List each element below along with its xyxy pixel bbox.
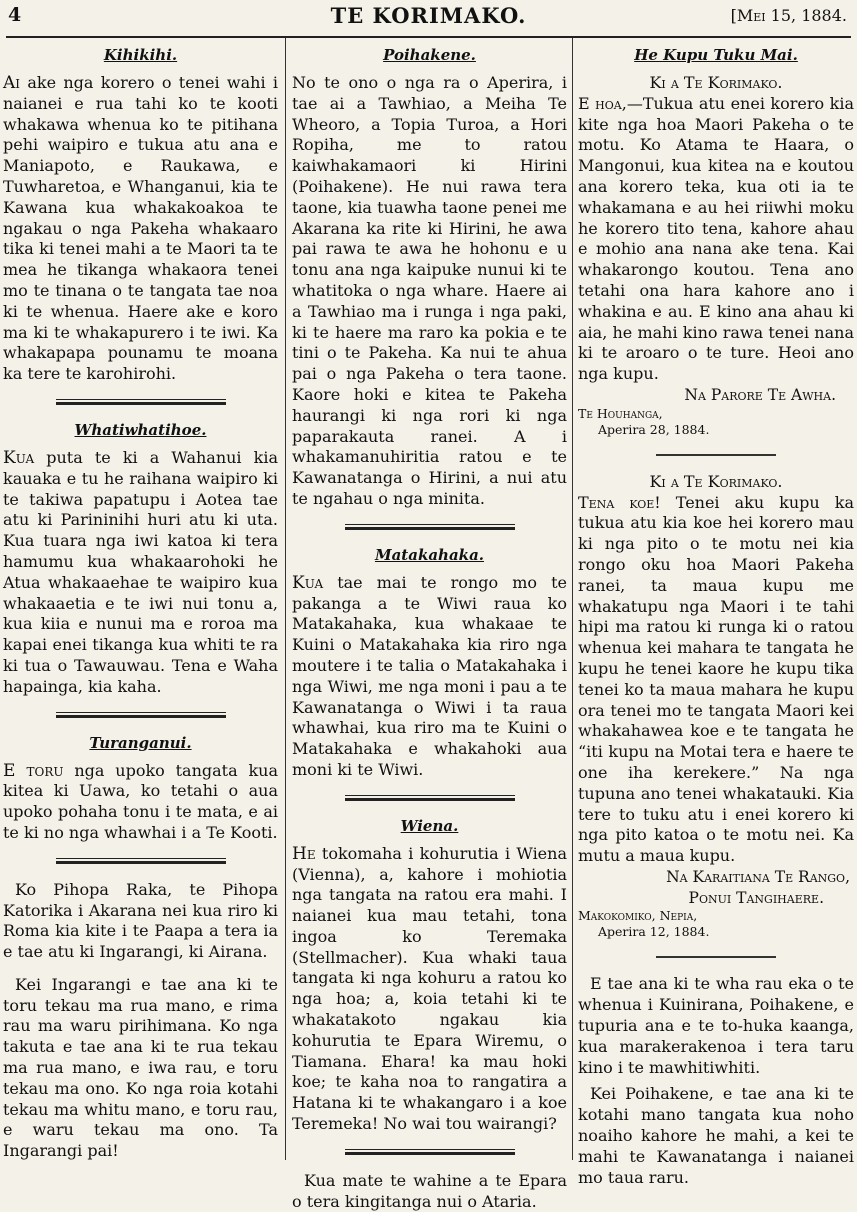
article-body-whatiwhatihoe — [3, 448, 278, 698]
letter-body — [578, 493, 854, 867]
article-paragraph-kawanatanga: Kei Poihakene, e tae ana ki te kotahi mano tangata kua noho noaiho kahore he mahi, a kei te mahi te Kawanatanga i naianei mo taua raru. — [578, 1084, 854, 1187]
page-header — [0, 0, 857, 34]
section-separator — [345, 795, 515, 801]
lead-cap: Ai — [3, 73, 21, 93]
body-text: tae mai te rongo mo te pakanga a te Wiwi raua ko Matakahaka, kua whakaae te Kuini o Matakahaka kia riro nga moutere i te talia o Matakahaka i nga Wiwi, me nga moni i pau a te Kawanatanga o Wiwi i ta raua whawhai, kua riro ma te Kuini o Matakahaka e whakahoki aua moni ki te Wiwi. — [292, 572, 567, 779]
section-separator — [345, 524, 515, 530]
issue-date — [731, 6, 847, 25]
lead-cap: E toru — [3, 760, 64, 781]
masthead-title: TE KORIMAKO. — [330, 3, 527, 28]
column-divider — [285, 38, 286, 1160]
article-title-wiena: Wiena. — [400, 816, 459, 835]
date-text: Aperira 28, 1884. — [598, 421, 710, 437]
article-title-kihikihi: Kihikihi. — [103, 46, 178, 64]
page-number: 4 — [8, 4, 22, 26]
section-separator — [656, 956, 776, 958]
article-body-kihikihi — [3, 73, 278, 385]
section-separator — [56, 712, 226, 718]
column-divider — [572, 38, 573, 1160]
article-title-kupu: He Kupu Tuku Mai. — [634, 46, 798, 64]
article-paragraph-ataria: Kua mate te wahine a te Epara o tera kingitanga nui o Ataria. — [292, 1170, 567, 1211]
letter-salutation: Ki a Te Korimako. — [649, 471, 783, 491]
article-body-poihakene: No te ono o nga ra o Aperira, i tae ai a Tawhiao, a Meiha Te Wheoro, a Topia Turoa, a Hori Ropiha, me to ratou kaiwhakamaori ki Hirini (Poihakene). He nui rawa tera taone, kia tuawha taone penei me Akarana ka rite ki Hirini, he awa pai rawa te awa he hohonu e u tonu ana nga kaipuke nunui ki te whatitoka o nga whare. Haere ai a Tawhiao ma i runga i nga paki, ki te haere ma raro ka pokia e te tini o te Pakeha. Ka nui te ahua pai o nga Pakeha o tera taone. Kaore hoki e kitea te Pakeha haurangi ki nga rori ki nga paparakauta ranei. A i whakamanuhiritia ratou e te Kawanatanga o Hirini, a nui atu te ngahau o nga minita. — [292, 73, 567, 508]
date-month: Mei — [736, 6, 766, 25]
article-body-wiena — [292, 844, 567, 1135]
date-text: Aperira 12, 1884. — [598, 924, 710, 940]
lead-cap: He — [292, 843, 316, 864]
body-text: puta te ki a Wahanui kia kauaka e tu he raihana waipiro ki te takiwa papatupu i Aotea tae atu ki Parininihi huri atu ki uta. Kua tuara nga iwi katoa ki tera hamumu kua whakaarohoki he Atua whakaaehae te waipiro kua whakaaetia e te iwi nui tonu a, kua kiia e nunui ma e roroa ma kapai enei tikanga kua whiti te ra ki tua o Tawauwau. Tena e Waha hapainga, kia kaha. — [3, 447, 278, 696]
letter-signature: Na Karaitiana Te Rango, — [666, 867, 850, 886]
lead-cap: Kua — [292, 572, 324, 593]
column-1 — [3, 40, 278, 1161]
letter-salutation: Ki a Te Korimako. — [649, 73, 783, 92]
section-separator — [56, 858, 226, 864]
article-body-matakahaka — [292, 573, 567, 781]
body-text: —Tukua atu enei korero kia kite nga hoa Maori Pakeha o te motu. Ko Atama te Haara, o Mangonui, kua kitea na e koutou ana korero teka, kua oti ia te whakamana e au hei riiwhi moku he korero tito tena, kahore ahau e mohio ana nana ake tena. Kai whakarongo koutou. Tena ano tetahi ona hara kahore ano i whakina e au. E kino ana ahau ki aia, he mahi kino rawa tenei nana ki te aroaro o te ture. Heoi ano nga kupu. — [578, 93, 854, 384]
article-title-turanganui: Turanganui. — [89, 733, 192, 752]
article-paragraph-pihopa: Ko Pihopa Raka, te Pihopa Katorika i Akarana nei kua riro ki Roma kia kite i te Paapa a tera ia e tae atu ki Ingarangi, ki Airana. — [3, 879, 278, 962]
letter-date — [578, 422, 854, 438]
article-title-whatiwhatihoe: Whatiwhatihoe. — [74, 420, 207, 439]
lead-cap: E hoa, — [578, 93, 627, 113]
section-separator — [345, 1149, 515, 1155]
letter-signature: Na Parore Te Awha. — [684, 385, 836, 404]
body-text: ake nga korero o tenei wahi i naianei e rua tahi ko te kooti whakawa whenua ko te pitihana pehi waipiro e tukua atu ana e Maniapoto, e Raukawa, e Tuwharetoa, e Whanganui, kia te Kawana kua whakakoakoa te ngakau o nga Pakeha whakaaro tika ki tenei mahi a te Maori ta te mea he tikanga whakaora tenei mo te tinana o te tangata tae noa ki te whenua. Haere ake e koro ma ki te whakapurero i te iwi. Ka whakapapa pounamu te moana ka tere te karohirohi. — [3, 73, 278, 384]
body-text: nga upoko tangata kua kitea ki Uawa, ko tetahi o aua upoko pohaha tonu i te mata, e ai te ki no nga whawhai i a Te Kooti. — [3, 760, 278, 842]
column-2 — [292, 40, 567, 1211]
article-title-matakahaka: Matakahaka. — [374, 545, 485, 564]
article-title-poihakene: Poihakene. — [383, 46, 476, 64]
letter-signature: Ponui Tangihaere. — [688, 888, 824, 907]
date-rest: 15, 1884. — [765, 6, 847, 25]
header-rule — [6, 36, 851, 38]
letter-place: Makokomiko, Nepia, — [578, 908, 698, 924]
column-3 — [578, 40, 854, 1187]
article-paragraph-ingarangi: Kei Ingarangi e tae ana ki te toru tekau ma rua mano, e rima rau ma waru pirihimana. Ko nga takuta e tae ana ki te rua tekau ma rua mano, e iwa rau, e toru tekau ma ono. Ko nga roia kotahi tekau ma whitu mano, e toru rau, e waru tekau ma ono. Ta Ingarangi pai! — [3, 974, 278, 1161]
letter-body — [578, 94, 854, 385]
lead-cap: Tena koe! — [578, 492, 661, 512]
body-text: Tenei aku kupu ka tukua atu kia koe hei korero mau ki nga pito o te motu nei kia rongo oku hoa Maori Pakeha ranei, ta maua kupu me whakatupu nga Maori i te tahi hipi ma ratou ki runga ki o ratou whenua kei mahara te tangata he kupu he tenei kaore he kupu tika tenei ko ta maua mahara he kupu ora tenei mo te tangata Maori kei whakahawea koe e te tangata he “iti kupu na Motai tera e haere te one iha kerekere.” Na nga tupuna ano tenei whakatauki. Kia tere to tuku atu i enei korero ki nga pito katoa o te motu nei. Ka mutu a maua kupu. — [578, 492, 854, 866]
article-paragraph-kuinirana: E tae ana ki te wha rau eka o te whenua i Kuinirana, Poihakene, e tupuria ana e te to-huka kaanga, kua marakerakenoa i tera taru kino i te mawhitiwhiti. — [578, 974, 854, 1077]
lead-cap: Kua — [3, 447, 35, 468]
section-separator — [56, 399, 226, 405]
article-body-turanganui — [3, 761, 278, 844]
letter-separator — [656, 454, 776, 456]
letter-place: Te Houhanga, — [578, 405, 663, 421]
date-bracket: [ — [730, 6, 737, 25]
body-text: tokomaha i kohurutia i Wiena (Vienna), a, kahore i mohiotia nga tangata na ratou era mahi. I naianei kua mau tetahi, tona ingoa ko Teremaka (Stellmacher). Kua whaki taua tangata ki nga kohuru a ratou ko nga hoa; a, koia tetahi ki te whakatakoto ngakau kia kohurutia te Epara Wiremu, o Tiamana. Ehara! ka mau hoki koe; te kaha noa to rangatira a Hatana ki te whakangaro i a koe Teremeka! No wai tou wairangi? — [292, 843, 567, 1134]
letter-date — [578, 924, 854, 940]
